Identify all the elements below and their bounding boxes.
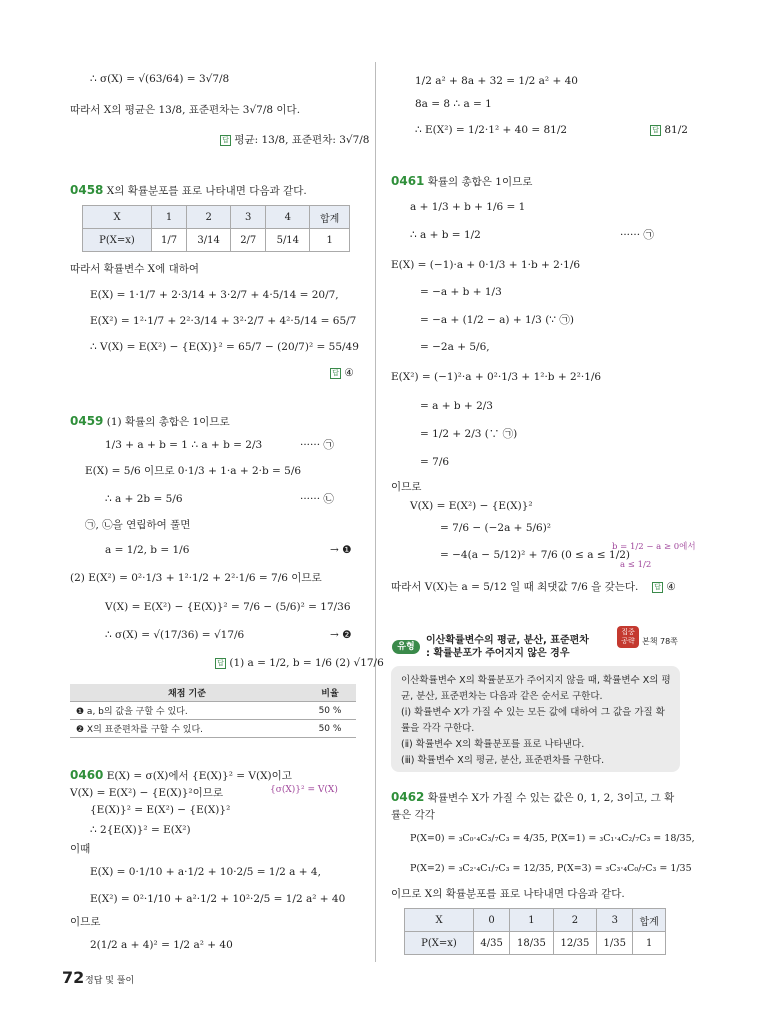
answer-line (650, 123, 688, 137)
answer-text: ④ (344, 367, 354, 379)
equation-line: = 7/6 − (−2a + 5/6)² (440, 522, 552, 534)
equation-line: 8a = 8 ∴ a = 1 (415, 98, 492, 110)
equation-line: ∴ 2{E(X)}² = E(X²) (90, 824, 191, 836)
table-cell: 50 % (304, 702, 356, 720)
problem-number: 0458 (70, 183, 104, 197)
equation-tag: ······ ㉠ (300, 439, 334, 451)
table-cell: 2 (553, 909, 597, 932)
textbook-reference: 본책 78쪽 (642, 637, 678, 646)
problem-text: E(X) = σ(X)에서 {E(X)}² = V(X)이고 (106, 770, 292, 782)
problem-text: (1) 확률의 총합은 1이므로 (106, 416, 230, 428)
problem-header (70, 414, 230, 429)
table-header-row (70, 684, 356, 702)
guide-line: 이산확률변수 X의 확률분포가 주어지지 않을 때, 확률변수 X의 평 (401, 675, 671, 686)
problem-text: 확률변수 X가 가질 수 있는 값은 0, 1, 2, 3이고, 그 확 (427, 792, 675, 804)
equation-line: 1/3 + a + b = 1 ∴ a + b = 2/3 (105, 439, 263, 451)
answer-icon: 답 (330, 368, 341, 379)
table-cell: ❷ X의 표준편차를 구할 수 있다. (70, 720, 304, 738)
table-cell: X (83, 206, 152, 229)
table-cell: 12/35 (553, 932, 597, 955)
text-line: 따라서 V(X)는 a = 5/12 일 때 최댓값 7/6 을 갖는다. (391, 581, 639, 593)
side-note: a ≤ 1/2 (620, 560, 652, 570)
equation-line: = a + b + 2/3 (420, 400, 493, 412)
table-cell: 3 (231, 206, 266, 229)
table-cell: 4 (266, 206, 310, 229)
guide-box (391, 666, 680, 772)
table-row (83, 229, 350, 252)
text-line: 이므로 X의 확률분포를 표로 나타내면 다음과 같다. (391, 888, 625, 900)
table-row (70, 702, 356, 720)
text-line: 이므로 (70, 916, 101, 928)
guide-line: (ⅲ) 확률변수 X의 평균, 분산, 표준편차를 구한다. (401, 755, 605, 766)
equation-line: 2(1/2 a + 4)² = 1/2 a² + 40 (90, 939, 233, 951)
guide-line: 률을 각각 구한다. (401, 723, 475, 734)
equation-line: E(X²) = (−1)²·a + 0²·1/3 + 1²·b + 2²·1/6 (391, 371, 602, 383)
answer-line (652, 580, 676, 594)
answer-icon: 답 (650, 125, 661, 136)
equation-line: V(X) = E(X²) − {E(X)}²이므로 (70, 787, 224, 799)
text-line: ㉠, ㉡을 연립하여 풀면 (85, 519, 191, 531)
text-line: 따라서 X의 평균은 13/8, 표준편차는 3√7/8 이다. (70, 104, 301, 116)
equation-line: = −4(a − 5/12)² + 7/6 (0 ≤ a ≤ 1/2) (440, 549, 631, 561)
side-note: {σ(X)}² = V(X) (270, 785, 338, 795)
table-cell: 1/35 (597, 932, 633, 955)
type-tag: 유형 07 (392, 640, 420, 654)
problem-number: 0460 (70, 768, 104, 782)
answer-line (215, 656, 384, 670)
equation-tag: ······ ㉡ (300, 493, 334, 505)
text-line: 따라서 확률변수 X에 대하여 (70, 263, 200, 275)
table-cell: 합계 (310, 206, 350, 229)
equation-line: E(X²) = 1²·1/7 + 2²·3/14 + 3²·2/7 + 4²·5/14 = 65/7 (90, 315, 357, 327)
equation-tag: ······ ㉠ (620, 229, 654, 241)
table-cell: 1 (152, 206, 187, 229)
table-cell: X (405, 909, 474, 932)
equation-line: E(X²) = 0²·1/10 + a²·1/2 + 10²·2/5 = 1/2 a² + 40 (90, 893, 346, 905)
problem-text: X의 확률분포를 표로 나타내면 다음과 같다. (106, 185, 307, 197)
table-cell: 0 (474, 909, 510, 932)
text-line: 률은 각각 (391, 809, 435, 821)
equation-line: E(X) = (−1)·a + 0·1/3 + 1·b + 2·1/6 (391, 259, 581, 271)
step-marker: → ❶ (330, 544, 352, 556)
equation-line: P(X=2) = ₃C₂·₄C₁/₇C₃ = 12/35, P(X=3) = ₃C₃·₄C₀/₇C₃ = 1/35 (410, 863, 692, 874)
page-footer-label: 정답 및 풀이 (85, 976, 135, 986)
scoring-table (70, 684, 356, 738)
answer-text: ④ (666, 581, 676, 593)
text-line: 이때 (70, 843, 91, 855)
equation-line: E(X) = 0·1/10 + a·1/2 + 10·2/5 = 1/2 a + 4, (90, 866, 321, 878)
type-title-line: : 확률분포가 주어지지 않은 경우 (426, 648, 570, 659)
answer-icon: 답 (220, 135, 231, 146)
equation-line: = 1/2 + 2/3 (∵ ㉠) (420, 428, 518, 440)
answer-text: (1) a = 1/2, b = 1/6 (2) √17/6 (229, 657, 384, 669)
table-cell: 3/14 (187, 229, 231, 252)
answer-line (330, 366, 354, 380)
table-cell: ❶ a, b의 값을 구할 수 있다. (70, 702, 304, 720)
equation-line: = −2a + 5/6, (420, 341, 490, 353)
table-header-row (405, 909, 666, 932)
equation-line: ∴ a + b = 1/2 (410, 229, 481, 241)
equation-line: E(X) = 5/6 이므로 0·1/3 + 1·a + 2·b = 5/6 (85, 465, 302, 477)
table-cell: 채점 기준 (70, 684, 304, 702)
problem-text: 확률의 총합은 1이므로 (427, 176, 533, 188)
table-cell: 합계 (633, 909, 666, 932)
step-marker: → ❷ (330, 629, 352, 641)
table-cell: 4/35 (474, 932, 510, 955)
table-cell: P(X=x) (83, 229, 152, 252)
table-cell: 1 (510, 909, 554, 932)
focus-badge: 집중 공략 (617, 626, 639, 648)
problem-header (391, 174, 532, 189)
equation-line: ∴ a + 2b = 5/6 (105, 493, 183, 505)
table-cell: 1 (633, 932, 666, 955)
probability-table-458 (82, 205, 350, 252)
type-title-line: 이산확률변수의 평균, 분산, 표준편차 (426, 635, 589, 646)
equation-line: a = 1/2, b = 1/6 (105, 544, 190, 556)
equation-line: ∴ σ(X) = √(17/36) = √17/6 (105, 629, 245, 641)
answer-line (220, 133, 369, 147)
problem-number: 0462 (391, 790, 425, 804)
problem-header (70, 768, 292, 783)
equation-line: = 7/6 (420, 456, 450, 468)
table-cell: 2 (187, 206, 231, 229)
equation-line: E(X) = 1·1/7 + 2·3/14 + 3·2/7 + 4·5/14 = 20/7, (90, 289, 339, 301)
equation-line: ∴ V(X) = E(X²) − {E(X)}² = 65/7 − (20/7)² = 55/49 (90, 341, 359, 353)
table-cell: 3 (597, 909, 633, 932)
guide-line: 균, 분산, 표준편차는 다음과 같은 순서로 구한다. (401, 691, 603, 702)
answer-icon: 답 (215, 658, 226, 669)
probability-table-462 (404, 908, 666, 955)
problem-header (70, 183, 307, 198)
equation-line: = −a + (1/2 − a) + 1/3 (∵ ㉠) (420, 314, 574, 326)
table-cell: P(X=x) (405, 932, 474, 955)
table-cell: 1 (310, 229, 350, 252)
equation-line: (2) E(X²) = 0²·1/3 + 1²·1/2 + 2²·1/6 = 7/6 이므로 (70, 572, 322, 584)
text-line: 이므로 (391, 481, 422, 493)
table-row (70, 720, 356, 738)
problem-number: 0459 (70, 414, 104, 428)
equation-line: 1/2 a² + 8a + 32 = 1/2 a² + 40 (415, 75, 578, 87)
equation-line: ∴ E(X²) = 1/2·1² + 40 = 81/2 (415, 124, 568, 136)
guide-line: (ⅱ) 확률변수 X의 확률분포를 표로 나타낸다. (401, 739, 585, 750)
equation-line: = −a + b + 1/3 (420, 286, 502, 298)
table-cell: 5/14 (266, 229, 310, 252)
column-divider (375, 62, 376, 962)
page-number: 72 (62, 968, 85, 987)
problem-number: 0461 (391, 174, 425, 188)
table-cell: 18/35 (510, 932, 554, 955)
answer-icon: 답 (652, 582, 663, 593)
answer-text: 평균: 13/8, 표준편차: 3√7/8 (234, 134, 370, 146)
guide-line: (ⅰ) 확률변수 X가 가질 수 있는 모든 값에 대하여 그 값을 가질 확 (401, 707, 665, 718)
problem-header (391, 790, 674, 805)
side-note: b = 1/2 − a ≥ 0에서 (612, 542, 696, 552)
table-cell: 50 % (304, 720, 356, 738)
equation-line: V(X) = E(X²) − {E(X)}² (410, 500, 533, 512)
table-cell: 2/7 (231, 229, 266, 252)
equation-line: V(X) = E(X²) − {E(X)}² = 7/6 − (5/6)² = 17/36 (105, 601, 351, 613)
equation-line: P(X=0) = ₃C₀·₄C₃/₇C₃ = 4/35, P(X=1) = ₃C₁·₄C₂/₇C₃ = 18/35, (410, 833, 695, 844)
table-cell: 1/7 (152, 229, 187, 252)
text-line: ∴ σ(X) = √(63/64) = 3√7/8 (90, 73, 230, 85)
equation-line: a + 1/3 + b + 1/6 = 1 (410, 201, 526, 213)
table-row (405, 932, 666, 955)
table-cell: 비율 (304, 684, 356, 702)
type-title (426, 634, 589, 660)
table-header-row (83, 206, 350, 229)
equation-line: {E(X)}² = E(X²) − {E(X)}² (90, 804, 231, 816)
answer-text: 81/2 (664, 124, 688, 136)
